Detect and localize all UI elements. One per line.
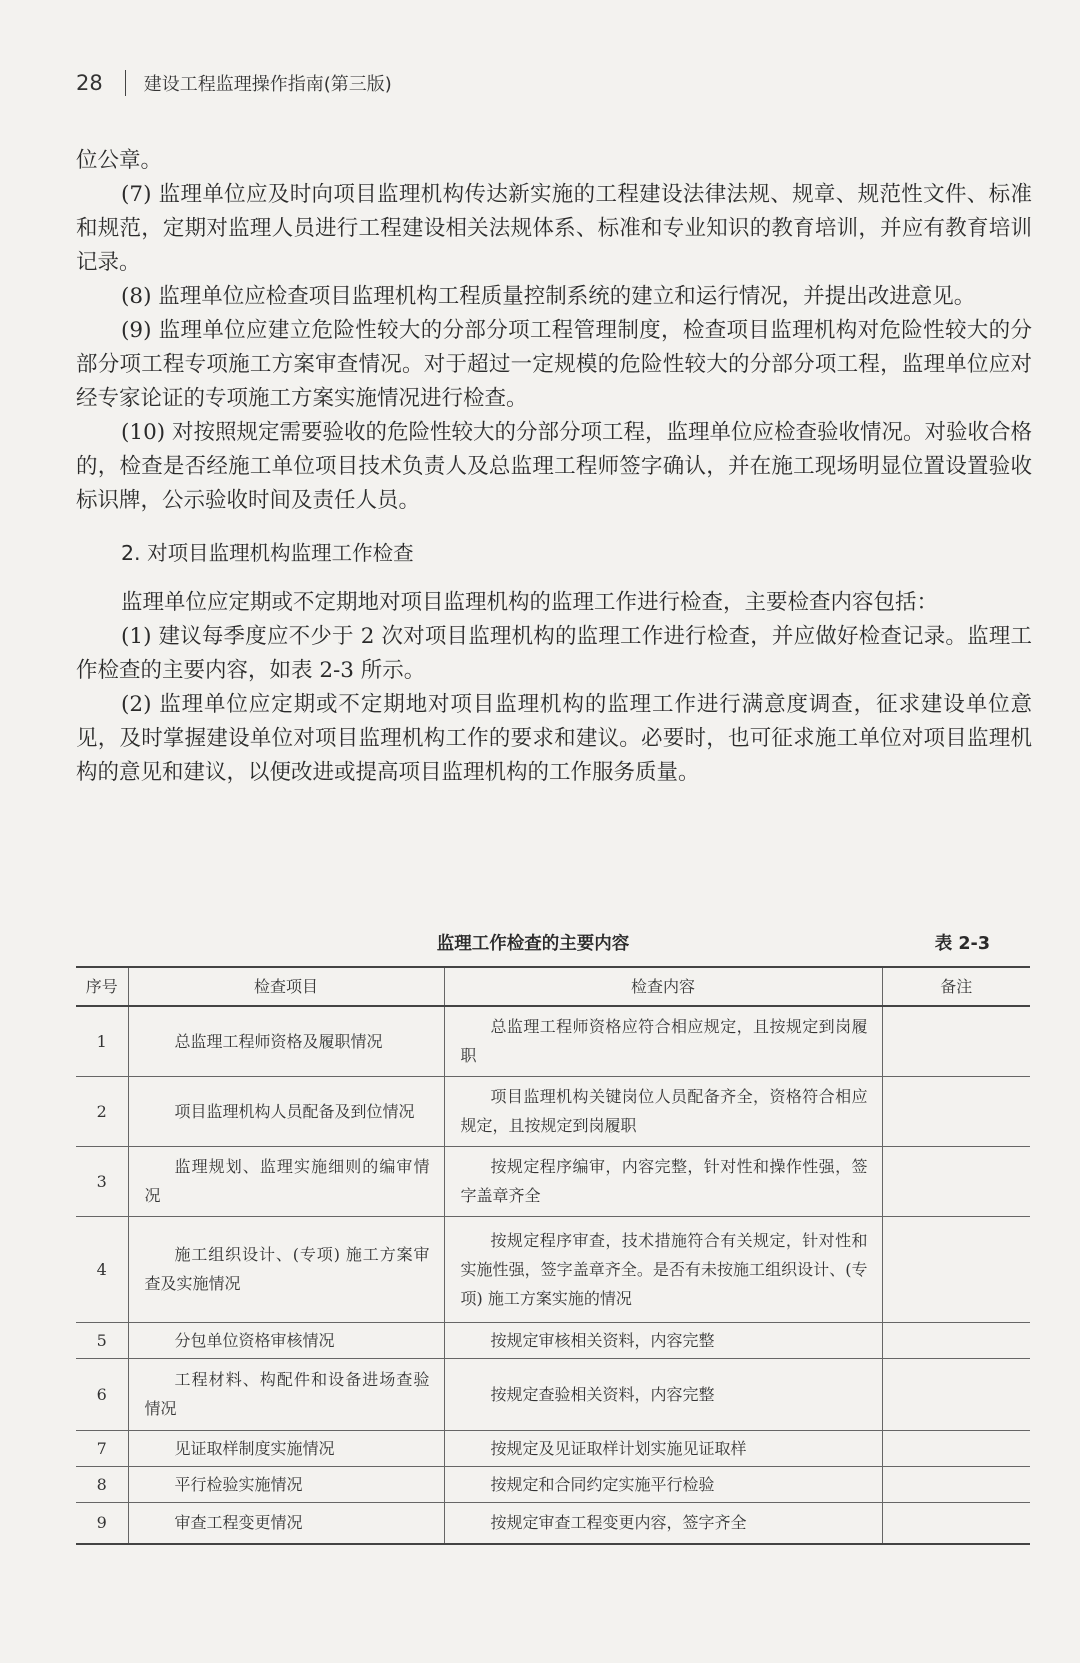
cell-seq: 4 bbox=[76, 1216, 128, 1322]
table-row bbox=[76, 1322, 1030, 1358]
cell-note bbox=[882, 1358, 1030, 1430]
table-title: 监理工作检查的主要内容 bbox=[436, 934, 630, 954]
cell-note bbox=[882, 1430, 1030, 1466]
cell-note bbox=[882, 1076, 1030, 1146]
cell-note bbox=[882, 1322, 1030, 1358]
paragraph-intro: 监理单位应定期或不定期地对项目监理机构的监理工作进行检查，主要检查内容包括： bbox=[121, 590, 939, 615]
paragraph-continuation: 位公章。 bbox=[76, 148, 163, 173]
cell-content: 项目监理机构关键岗位人员配备齐全，资格符合相应规定，且按规定到岗履职 bbox=[444, 1076, 882, 1146]
cell-note bbox=[882, 1216, 1030, 1322]
cell-content: 按规定审查工程变更内容，签字齐全 bbox=[444, 1502, 882, 1544]
cell-item: 审查工程变更情况 bbox=[128, 1502, 444, 1544]
book-title: 建设工程监理操作指南(第三版) bbox=[143, 74, 392, 95]
cell-content: 按规定及见证取样计划实施见证取样 bbox=[444, 1430, 882, 1466]
table-row bbox=[76, 1502, 1030, 1544]
table-row bbox=[76, 1216, 1030, 1322]
cell-seq: 2 bbox=[76, 1076, 128, 1146]
cell-note bbox=[882, 1146, 1030, 1216]
cell-seq: 5 bbox=[76, 1322, 128, 1358]
paragraph-sub-2: (2) 监理单位应定期或不定期地对项目监理机构的监理工作进行满意度调查，征求建设单位意见，及时掌握建设单位对项目监理机构工作的要求和建议。必要时，也可征求施工单位对项目监理机构的意见和建议，以便改进或提高项目监理机构的工作服务质量。 bbox=[76, 692, 1032, 785]
cell-item: 监理规划、监理实施细则的编审情况 bbox=[128, 1146, 444, 1216]
cell-item: 施工组织设计、(专项) 施工方案审查及实施情况 bbox=[128, 1216, 444, 1322]
header-seq: 序号 bbox=[76, 967, 128, 1006]
table-row bbox=[76, 1358, 1030, 1430]
cell-content: 按规定程序审查，技术措施符合有关规定，针对性和实施性强，签字盖章齐全。是否有未按施工组织设计、(专项) 施工方案实施的情况 bbox=[444, 1216, 882, 1322]
table-header-row bbox=[76, 967, 1030, 1006]
cell-note bbox=[882, 1502, 1030, 1544]
cell-content: 按规定审核相关资料，内容完整 bbox=[444, 1322, 882, 1358]
paragraph-item-9: (9) 监理单位应建立危险性较大的分部分项工程管理制度，检查项目监理机构对危险性较大的分部分项工程专项施工方案审查情况。对于超过一定规模的危险性较大的分部分项工程，监理单位应对经专家论证的专项施工方案实施情况进行检查。 bbox=[76, 318, 1032, 411]
cell-seq: 8 bbox=[76, 1466, 128, 1502]
cell-item: 分包单位资格审核情况 bbox=[128, 1322, 444, 1358]
cell-item: 平行检验实施情况 bbox=[128, 1466, 444, 1502]
table-row bbox=[76, 1430, 1030, 1466]
cell-item: 总监理工程师资格及履职情况 bbox=[128, 1006, 444, 1076]
cell-content: 按规定和合同约定实施平行检验 bbox=[444, 1466, 882, 1502]
table-row bbox=[76, 1466, 1030, 1502]
cell-content: 按规定程序编审，内容完整，针对性和操作性强，签字盖章齐全 bbox=[444, 1146, 882, 1216]
table-row bbox=[76, 1076, 1030, 1146]
cell-seq: 3 bbox=[76, 1146, 128, 1216]
body-text bbox=[76, 144, 1032, 790]
header-divider bbox=[125, 70, 126, 96]
cell-content: 按规定查验相关资料，内容完整 bbox=[444, 1358, 882, 1430]
cell-seq: 9 bbox=[76, 1502, 128, 1544]
header-item: 检查项目 bbox=[128, 967, 444, 1006]
paragraph-sub-1: (1) 建议每季度应不少于 2 次对项目监理机构的监理工作进行检查，并应做好检查记录。监理工作检查的主要内容，如表 2-3 所示。 bbox=[76, 624, 1032, 683]
cell-seq: 1 bbox=[76, 1006, 128, 1076]
header-note: 备注 bbox=[882, 967, 1030, 1006]
cell-note bbox=[882, 1466, 1030, 1502]
paragraph-item-10: (10) 对按照规定需要验收的危险性较大的分部分项工程，监理单位应检查验收情况。对验收合格的，检查是否经施工单位项目技术负责人及总监理工程师签字确认，并在施工现场明显位置设置验收标识牌，公示验收时间及责任人员。 bbox=[76, 420, 1032, 513]
running-header bbox=[76, 70, 392, 96]
cell-note bbox=[882, 1006, 1030, 1076]
cell-item: 见证取样制度实施情况 bbox=[128, 1430, 444, 1466]
section-heading: 2. 对项目监理机构监理工作检查 bbox=[121, 541, 414, 565]
cell-seq: 6 bbox=[76, 1358, 128, 1430]
table-number: 表 2-3 bbox=[934, 934, 990, 954]
page-number: 28 bbox=[76, 71, 103, 95]
paragraph-item-8: (8) 监理单位应检查项目监理机构工程质量控制系统的建立和运行情况，并提出改进意见。 bbox=[121, 284, 976, 309]
inspection-table bbox=[76, 966, 1030, 1545]
cell-item: 工程材料、构配件和设备进场查验情况 bbox=[128, 1358, 444, 1430]
cell-seq: 7 bbox=[76, 1430, 128, 1466]
cell-item: 项目监理机构人员配备及到位情况 bbox=[128, 1076, 444, 1146]
table-caption bbox=[76, 930, 990, 960]
table-row bbox=[76, 1146, 1030, 1216]
header-content: 检查内容 bbox=[444, 967, 882, 1006]
table-row bbox=[76, 1006, 1030, 1076]
cell-content: 总监理工程师资格应符合相应规定，且按规定到岗履职 bbox=[444, 1006, 882, 1076]
paragraph-item-7: (7) 监理单位应及时向项目监理机构传达新实施的工程建设法律法规、规章、规范性文件、标准和规范，定期对监理人员进行工程建设相关法规体系、标准和专业知识的教育培训，并应有教育培训记录。 bbox=[76, 182, 1032, 275]
